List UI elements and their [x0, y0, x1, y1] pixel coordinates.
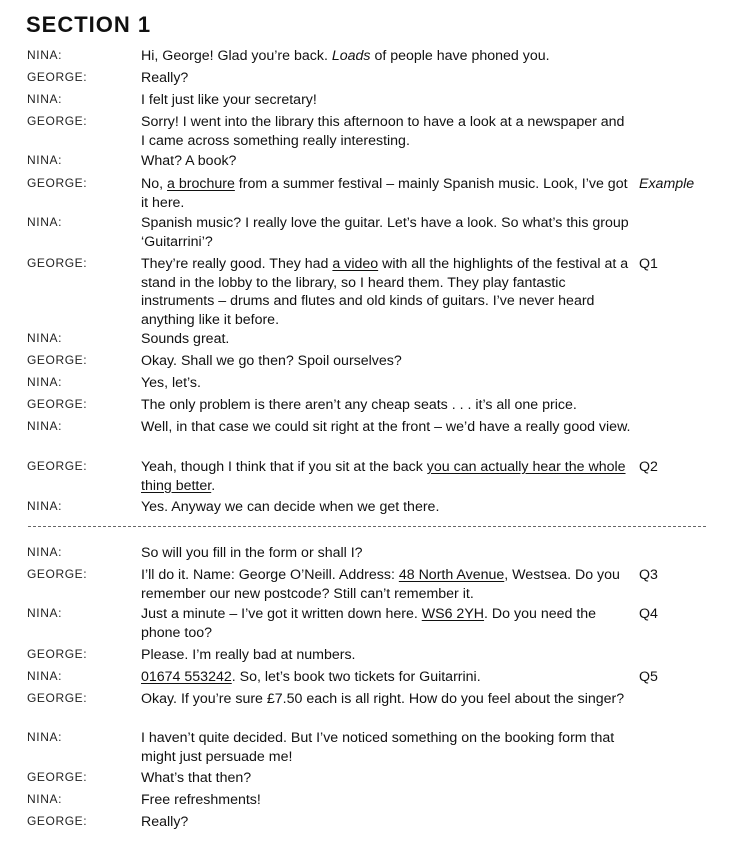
text-segment: from a summer festival – mainly Spanish music. Look, I’ve got it here.	[141, 176, 628, 211]
text-segment: I felt just like your secretary!	[141, 92, 317, 108]
underlined-answer: 01674 553242	[141, 669, 232, 685]
speaker-name: NINA:	[27, 215, 63, 229]
text-segment: Free refreshments!	[141, 792, 261, 808]
speaker-name: NINA:	[27, 499, 63, 513]
speaker-name: NINA:	[27, 48, 63, 62]
speaker-name: NINA:	[27, 545, 63, 559]
text-segment: Okay. If you’re sure £7.50 each is all right. How do you feel about the singer?	[141, 691, 625, 707]
dialogue-text	[141, 330, 631, 349]
speaker-name: GEORGE:	[27, 353, 88, 367]
underlined-answer: WS6 2YH	[421, 606, 485, 622]
underlined-answer: you can actually hear the whole thing better	[141, 459, 626, 494]
underlined-answer: a video	[332, 256, 379, 272]
speaker-name: NINA:	[27, 331, 63, 345]
text-segment: . Do you need the phone too?	[141, 606, 597, 641]
speaker-name: GEORGE:	[27, 459, 88, 473]
dialogue-text	[141, 813, 631, 832]
section-title: SECTION 1	[26, 12, 152, 37]
text-segment: Sorry! I went into the library this afternoon to have a look at a newspaper and I came across something really interesting.	[141, 114, 625, 149]
dialogue-text	[141, 566, 631, 603]
dialogue-text	[141, 791, 631, 810]
dialogue-text	[141, 729, 631, 766]
dialogue-text	[141, 498, 631, 517]
text-segment: What’s that then?	[141, 770, 252, 786]
text-segment: I haven’t quite decided. But I’ve noticed something on the booking form that might just persuade me!	[141, 730, 615, 765]
text-segment: So will you fill in the form or shall I?	[141, 545, 363, 561]
speaker-name: NINA:	[27, 792, 63, 806]
text-segment: Sounds great.	[141, 331, 230, 347]
dialogue-text	[141, 47, 631, 66]
text-segment: Yes, let’s.	[141, 375, 201, 391]
dialogue-text	[141, 175, 631, 212]
text-segment: Okay. Shall we go then? Spoil ourselves?	[141, 353, 402, 369]
speaker-name: NINA:	[27, 606, 63, 620]
speaker-name: NINA:	[27, 669, 63, 683]
text-segment: Loads	[331, 48, 371, 64]
dialogue-text	[141, 769, 631, 788]
question-marker: Q2	[639, 459, 658, 475]
speaker-name: GEORGE:	[27, 114, 88, 128]
speaker-name: NINA:	[27, 375, 63, 389]
speaker-name: GEORGE:	[27, 567, 88, 581]
text-segment: They’re really good. They had	[141, 256, 333, 272]
question-marker: Example	[639, 176, 695, 192]
text-segment: Just a minute – I’ve got it written down here.	[141, 606, 422, 622]
dialogue-text	[141, 605, 631, 642]
question-marker: Q4	[639, 606, 658, 622]
text-segment: I’ll do it. Name: George O’Neill. Address:	[141, 567, 399, 583]
speaker-name: GEORGE:	[27, 691, 88, 705]
underlined-answer: 48 North Avenue	[398, 567, 505, 583]
text-segment: Well, in that case we could sit right at the front – we’d have a really good view.	[141, 419, 631, 435]
text-segment: Hi, George! Glad you’re back.	[141, 48, 332, 64]
text-segment: Yeah, though I think that if you sit at the back	[141, 459, 427, 475]
speaker-name: GEORGE:	[27, 770, 88, 784]
dialogue-text	[141, 255, 631, 329]
text-segment: with all the highlights of the festival at a stand in the lobby to the library, so I heard them. They play fantastic instruments – drums and flutes and old kinds of guitars. I’ve never heard anything like it before.	[141, 256, 629, 328]
dialogue-text	[141, 458, 631, 495]
speaker-name: NINA:	[27, 153, 63, 167]
dialogue-text	[141, 352, 631, 371]
question-marker: Q1	[639, 256, 658, 272]
speaker-name: GEORGE:	[27, 70, 88, 84]
text-segment: Please. I’m really bad at numbers.	[141, 647, 356, 663]
speaker-name: NINA:	[27, 419, 63, 433]
text-segment: of people have phoned you.	[370, 48, 550, 64]
underlined-answer: a brochure	[167, 176, 235, 192]
speaker-name: GEORGE:	[27, 814, 88, 828]
section-divider	[28, 526, 706, 527]
dialogue-text	[141, 152, 631, 171]
question-marker: Q3	[639, 567, 658, 583]
text-segment: The only problem is there aren’t any cheap seats . . . it’s all one price.	[141, 397, 577, 413]
text-segment: . So, let’s book two tickets for Guitarrini.	[231, 669, 481, 685]
speaker-name: GEORGE:	[27, 256, 88, 270]
text-segment: Spanish music? I really love the guitar. Let’s have a look. So what’s this group ‘Guitarrini’?	[141, 215, 629, 250]
dialogue-text	[141, 374, 631, 393]
speaker-name: NINA:	[27, 92, 63, 106]
text-segment: .	[211, 477, 216, 494]
dialogue-text	[141, 544, 631, 563]
text-segment: No,	[141, 176, 168, 192]
question-marker: Q5	[639, 669, 658, 685]
speaker-name: GEORGE:	[27, 647, 88, 661]
speaker-name: NINA:	[27, 730, 63, 744]
dialogue-text	[141, 668, 631, 687]
text-segment: , Westsea. Do you remember our new postcode? Still can’t remember it.	[141, 567, 620, 602]
dialogue-text	[141, 113, 631, 150]
text-segment: Yes. Anyway we can decide when we get there.	[141, 499, 440, 515]
text-segment: What? A book?	[141, 153, 237, 169]
dialogue-text	[141, 91, 631, 110]
speaker-name: GEORGE:	[27, 176, 88, 190]
dialogue-text	[141, 396, 631, 415]
dialogue-text	[141, 418, 631, 437]
text-segment: Really?	[141, 70, 189, 86]
dialogue-text	[141, 69, 631, 88]
dialogue-text	[141, 690, 631, 709]
dialogue-text	[141, 214, 631, 251]
dialogue-text	[141, 646, 631, 665]
text-segment: Really?	[141, 814, 189, 830]
speaker-name: GEORGE:	[27, 397, 88, 411]
